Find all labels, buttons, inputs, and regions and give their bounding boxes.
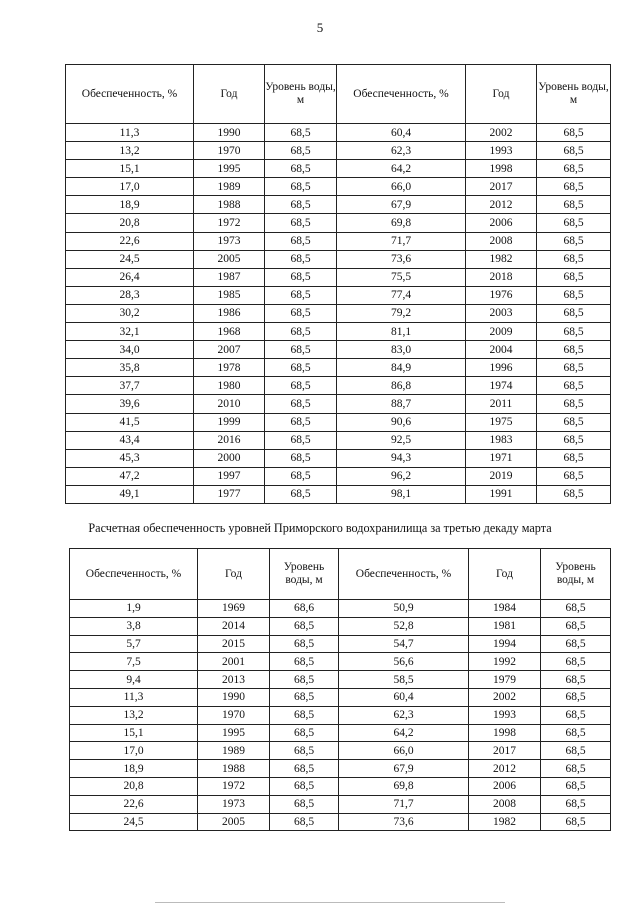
cell-water-level: 68,5 xyxy=(265,359,337,377)
cell-probability: 71,7 xyxy=(337,232,466,250)
cell-year: 2001 xyxy=(198,653,270,671)
cell-water-level: 68,5 xyxy=(270,653,339,671)
cell-year: 2005 xyxy=(198,813,270,831)
cell-year: 1989 xyxy=(198,742,270,760)
cell-water-level: 68,5 xyxy=(265,124,337,142)
cell-probability: 60,4 xyxy=(339,688,469,706)
table-row xyxy=(66,250,611,268)
cell-probability: 71,7 xyxy=(339,795,469,813)
cell-probability: 41,5 xyxy=(66,413,194,431)
cell-water-level: 68,5 xyxy=(265,232,337,250)
table-row xyxy=(66,485,611,503)
column-header-water-level: Уровень воды, м xyxy=(541,549,611,600)
table-row xyxy=(66,268,611,286)
cell-probability: 22,6 xyxy=(66,232,194,250)
cell-water-level: 68,5 xyxy=(541,742,611,760)
cell-year: 1972 xyxy=(198,777,270,795)
cell-year: 2019 xyxy=(466,467,537,485)
cell-water-level: 68,5 xyxy=(537,467,611,485)
cell-year: 2006 xyxy=(469,777,541,795)
cell-probability: 69,8 xyxy=(339,777,469,795)
table-row xyxy=(70,635,611,653)
cell-water-level: 68,5 xyxy=(270,742,339,760)
table-row xyxy=(70,813,611,831)
cell-probability: 98,1 xyxy=(337,485,466,503)
cell-water-level: 68,5 xyxy=(541,760,611,778)
cell-year: 1980 xyxy=(194,377,265,395)
cell-water-level: 68,5 xyxy=(265,323,337,341)
cell-year: 2010 xyxy=(194,395,265,413)
table-row xyxy=(66,413,611,431)
table-row xyxy=(70,742,611,760)
cell-year: 1972 xyxy=(194,214,265,232)
cell-water-level: 68,5 xyxy=(537,268,611,286)
cell-water-level: 68,5 xyxy=(537,160,611,178)
cell-water-level: 68,5 xyxy=(265,413,337,431)
cell-year: 1989 xyxy=(194,178,265,196)
cell-probability: 1,9 xyxy=(70,600,198,618)
table-row xyxy=(70,688,611,706)
cell-probability: 66,0 xyxy=(337,178,466,196)
cell-water-level: 68,5 xyxy=(265,377,337,395)
column-header-probability: Обеспеченность, % xyxy=(70,549,198,600)
cell-year: 1982 xyxy=(469,813,541,831)
cell-probability: 18,9 xyxy=(70,760,198,778)
cell-water-level: 68,5 xyxy=(265,467,337,485)
cell-probability: 83,0 xyxy=(337,341,466,359)
table-row xyxy=(66,377,611,395)
table-row xyxy=(66,214,611,232)
cell-water-level: 68,5 xyxy=(265,214,337,232)
cell-water-level: 68,5 xyxy=(265,178,337,196)
table-row xyxy=(66,286,611,304)
cell-water-level: 68,5 xyxy=(265,449,337,467)
cell-probability: 15,1 xyxy=(66,160,194,178)
cell-water-level: 68,5 xyxy=(537,232,611,250)
cell-water-level: 68,5 xyxy=(270,671,339,689)
cell-year: 2014 xyxy=(198,617,270,635)
cell-probability: 77,4 xyxy=(337,286,466,304)
cell-water-level: 68,5 xyxy=(265,160,337,178)
cell-year: 2002 xyxy=(469,688,541,706)
cell-year: 1973 xyxy=(194,232,265,250)
cell-year: 2006 xyxy=(466,214,537,232)
cell-year: 1983 xyxy=(466,431,537,449)
cell-probability: 79,2 xyxy=(337,304,466,322)
cell-probability: 17,0 xyxy=(66,178,194,196)
cell-probability: 81,1 xyxy=(337,323,466,341)
cell-year: 1992 xyxy=(469,653,541,671)
table-row xyxy=(70,724,611,742)
table-row xyxy=(66,124,611,142)
cell-year: 1986 xyxy=(194,304,265,322)
cell-water-level: 68,5 xyxy=(537,413,611,431)
cell-water-level: 68,5 xyxy=(270,688,339,706)
cell-year: 2000 xyxy=(194,449,265,467)
cell-probability: 88,7 xyxy=(337,395,466,413)
cell-year: 1971 xyxy=(466,449,537,467)
table-row xyxy=(70,777,611,795)
cell-water-level: 68,5 xyxy=(541,777,611,795)
cell-water-level: 68,5 xyxy=(270,760,339,778)
cell-water-level: 68,5 xyxy=(541,706,611,724)
cell-probability: 86,8 xyxy=(337,377,466,395)
cell-water-level: 68,5 xyxy=(541,671,611,689)
cell-water-level: 68,5 xyxy=(270,777,339,795)
cell-water-level: 68,5 xyxy=(537,124,611,142)
cell-water-level: 68,5 xyxy=(537,196,611,214)
cell-probability: 13,2 xyxy=(70,706,198,724)
cell-probability: 3,8 xyxy=(70,617,198,635)
cell-year: 1970 xyxy=(198,706,270,724)
cell-probability: 22,6 xyxy=(70,795,198,813)
cell-water-level: 68,5 xyxy=(265,341,337,359)
cell-probability: 7,5 xyxy=(70,653,198,671)
cell-water-level: 68,5 xyxy=(265,196,337,214)
cell-probability: 26,4 xyxy=(66,268,194,286)
cell-year: 1995 xyxy=(194,160,265,178)
cell-water-level: 68,5 xyxy=(537,359,611,377)
column-header-probability: Обеспеченность, % xyxy=(337,65,466,124)
cell-year: 2003 xyxy=(466,304,537,322)
cell-year: 1988 xyxy=(194,196,265,214)
cell-year: 2015 xyxy=(198,635,270,653)
cell-probability: 92,5 xyxy=(337,431,466,449)
column-header-water-level: Уровень воды, м xyxy=(270,549,339,600)
table-row xyxy=(66,431,611,449)
table-caption: Расчетная обеспеченность уровней Приморского водохранилища за третью декаду марта xyxy=(88,521,552,535)
cell-probability: 32,1 xyxy=(66,323,194,341)
cell-probability: 56,6 xyxy=(339,653,469,671)
cell-probability: 67,9 xyxy=(337,196,466,214)
table-row xyxy=(66,232,611,250)
cell-water-level: 68,5 xyxy=(265,431,337,449)
cell-water-level: 68,5 xyxy=(541,653,611,671)
cell-year: 1990 xyxy=(194,124,265,142)
probability-table-1 xyxy=(65,64,611,504)
cell-water-level: 68,5 xyxy=(537,286,611,304)
cell-year: 1984 xyxy=(469,600,541,618)
cell-year: 2002 xyxy=(466,124,537,142)
cell-probability: 17,0 xyxy=(70,742,198,760)
cell-year: 2005 xyxy=(194,250,265,268)
cell-water-level: 68,5 xyxy=(265,250,337,268)
cell-probability: 66,0 xyxy=(339,742,469,760)
cell-probability: 75,5 xyxy=(337,268,466,286)
column-header-year: Год xyxy=(198,549,270,600)
page-number: 5 xyxy=(316,20,324,35)
cell-water-level: 68,5 xyxy=(537,178,611,196)
cell-water-level: 68,5 xyxy=(537,431,611,449)
column-header-water-level: Уровень воды, м xyxy=(265,65,337,124)
cell-year: 1977 xyxy=(194,485,265,503)
cell-water-level: 68,5 xyxy=(537,142,611,160)
cell-year: 1978 xyxy=(194,359,265,377)
cell-water-level: 68,6 xyxy=(270,600,339,618)
cell-year: 1973 xyxy=(198,795,270,813)
cell-probability: 5,7 xyxy=(70,635,198,653)
cell-probability: 69,8 xyxy=(337,214,466,232)
cell-probability: 13,2 xyxy=(66,142,194,160)
cell-probability: 62,3 xyxy=(337,142,466,160)
cell-year: 1982 xyxy=(466,250,537,268)
table-row xyxy=(66,341,611,359)
cell-year: 1996 xyxy=(466,359,537,377)
cell-probability: 34,0 xyxy=(66,341,194,359)
table-row xyxy=(66,449,611,467)
probability-table-2 xyxy=(69,548,611,831)
cell-year: 1997 xyxy=(194,467,265,485)
cell-probability: 90,6 xyxy=(337,413,466,431)
cell-probability: 35,8 xyxy=(66,359,194,377)
table-row xyxy=(70,760,611,778)
table-row xyxy=(70,706,611,724)
cell-year: 1993 xyxy=(466,142,537,160)
table-row xyxy=(70,600,611,618)
table-row xyxy=(70,617,611,635)
cell-probability: 73,6 xyxy=(337,250,466,268)
cell-probability: 15,1 xyxy=(70,724,198,742)
cell-water-level: 68,5 xyxy=(265,142,337,160)
cell-water-level: 68,5 xyxy=(541,724,611,742)
cell-year: 2004 xyxy=(466,341,537,359)
cell-probability: 28,3 xyxy=(66,286,194,304)
cell-probability: 24,5 xyxy=(66,250,194,268)
cell-water-level: 68,5 xyxy=(537,250,611,268)
table-header-row xyxy=(70,549,611,600)
cell-water-level: 68,5 xyxy=(265,286,337,304)
column-header-year: Год xyxy=(194,65,265,124)
cell-probability: 67,9 xyxy=(339,760,469,778)
cell-probability: 39,6 xyxy=(66,395,194,413)
cell-water-level: 68,5 xyxy=(541,813,611,831)
cell-water-level: 68,5 xyxy=(265,395,337,413)
cell-water-level: 68,5 xyxy=(537,395,611,413)
table-row xyxy=(66,467,611,485)
table-row xyxy=(66,395,611,413)
cell-probability: 52,8 xyxy=(339,617,469,635)
cell-probability: 9,4 xyxy=(70,671,198,689)
table-row xyxy=(66,142,611,160)
cell-year: 1985 xyxy=(194,286,265,304)
column-header-year: Год xyxy=(466,65,537,124)
table-row xyxy=(70,795,611,813)
cell-water-level: 68,5 xyxy=(270,617,339,635)
cell-year: 2013 xyxy=(198,671,270,689)
cell-water-level: 68,5 xyxy=(537,449,611,467)
cell-year: 2012 xyxy=(466,196,537,214)
cell-water-level: 68,5 xyxy=(270,795,339,813)
cell-year: 1998 xyxy=(469,724,541,742)
cell-year: 1981 xyxy=(469,617,541,635)
cell-year: 1991 xyxy=(466,485,537,503)
cell-probability: 20,8 xyxy=(66,214,194,232)
cell-water-level: 68,5 xyxy=(537,485,611,503)
cell-year: 2016 xyxy=(194,431,265,449)
page-edge-line xyxy=(155,902,505,903)
table-row xyxy=(66,359,611,377)
cell-water-level: 68,5 xyxy=(541,600,611,618)
cell-probability: 20,8 xyxy=(70,777,198,795)
cell-water-level: 68,5 xyxy=(265,268,337,286)
cell-probability: 11,3 xyxy=(66,124,194,142)
cell-water-level: 68,5 xyxy=(537,304,611,322)
table-row xyxy=(66,323,611,341)
cell-probability: 64,2 xyxy=(339,724,469,742)
cell-year: 1974 xyxy=(466,377,537,395)
cell-year: 2007 xyxy=(194,341,265,359)
table-row xyxy=(66,304,611,322)
cell-water-level: 68,5 xyxy=(537,341,611,359)
column-header-probability: Обеспеченность, % xyxy=(339,549,469,600)
column-header-water-level: Уровень воды, м xyxy=(537,65,611,124)
cell-year: 1995 xyxy=(198,724,270,742)
cell-probability: 64,2 xyxy=(337,160,466,178)
cell-probability: 43,4 xyxy=(66,431,194,449)
cell-year: 1968 xyxy=(194,323,265,341)
cell-water-level: 68,5 xyxy=(537,323,611,341)
cell-year: 1990 xyxy=(198,688,270,706)
cell-probability: 73,6 xyxy=(339,813,469,831)
cell-water-level: 68,5 xyxy=(265,304,337,322)
cell-probability: 58,5 xyxy=(339,671,469,689)
cell-year: 2011 xyxy=(466,395,537,413)
cell-year: 1998 xyxy=(466,160,537,178)
cell-probability: 60,4 xyxy=(337,124,466,142)
cell-year: 1994 xyxy=(469,635,541,653)
cell-probability: 45,3 xyxy=(66,449,194,467)
cell-year: 2009 xyxy=(466,323,537,341)
cell-water-level: 68,5 xyxy=(270,724,339,742)
table-row xyxy=(66,178,611,196)
cell-water-level: 68,5 xyxy=(541,635,611,653)
cell-water-level: 68,5 xyxy=(265,485,337,503)
cell-water-level: 68,5 xyxy=(537,214,611,232)
cell-year: 1970 xyxy=(194,142,265,160)
cell-probability: 11,3 xyxy=(70,688,198,706)
cell-probability: 54,7 xyxy=(339,635,469,653)
table-row xyxy=(70,653,611,671)
table-row xyxy=(66,196,611,214)
cell-year: 1993 xyxy=(469,706,541,724)
cell-probability: 47,2 xyxy=(66,467,194,485)
cell-probability: 24,5 xyxy=(70,813,198,831)
cell-year: 2012 xyxy=(469,760,541,778)
cell-year: 2017 xyxy=(469,742,541,760)
cell-water-level: 68,5 xyxy=(541,688,611,706)
cell-water-level: 68,5 xyxy=(270,706,339,724)
table-row xyxy=(70,671,611,689)
table-row xyxy=(66,160,611,178)
column-header-probability: Обеспеченность, % xyxy=(66,65,194,124)
cell-year: 2008 xyxy=(466,232,537,250)
cell-year: 1988 xyxy=(198,760,270,778)
cell-probability: 96,2 xyxy=(337,467,466,485)
cell-probability: 50,9 xyxy=(339,600,469,618)
cell-water-level: 68,5 xyxy=(541,795,611,813)
cell-year: 1969 xyxy=(198,600,270,618)
cell-probability: 84,9 xyxy=(337,359,466,377)
cell-probability: 94,3 xyxy=(337,449,466,467)
cell-year: 1999 xyxy=(194,413,265,431)
cell-water-level: 68,5 xyxy=(541,617,611,635)
cell-year: 2018 xyxy=(466,268,537,286)
cell-year: 2008 xyxy=(469,795,541,813)
cell-year: 1987 xyxy=(194,268,265,286)
cell-year: 1979 xyxy=(469,671,541,689)
cell-water-level: 68,5 xyxy=(537,377,611,395)
cell-water-level: 68,5 xyxy=(270,813,339,831)
cell-year: 2017 xyxy=(466,178,537,196)
cell-probability: 62,3 xyxy=(339,706,469,724)
cell-year: 1976 xyxy=(466,286,537,304)
table-header-row xyxy=(66,65,611,124)
cell-water-level: 68,5 xyxy=(270,635,339,653)
cell-probability: 49,1 xyxy=(66,485,194,503)
cell-year: 1975 xyxy=(466,413,537,431)
cell-probability: 30,2 xyxy=(66,304,194,322)
cell-probability: 37,7 xyxy=(66,377,194,395)
cell-probability: 18,9 xyxy=(66,196,194,214)
column-header-year: Год xyxy=(469,549,541,600)
